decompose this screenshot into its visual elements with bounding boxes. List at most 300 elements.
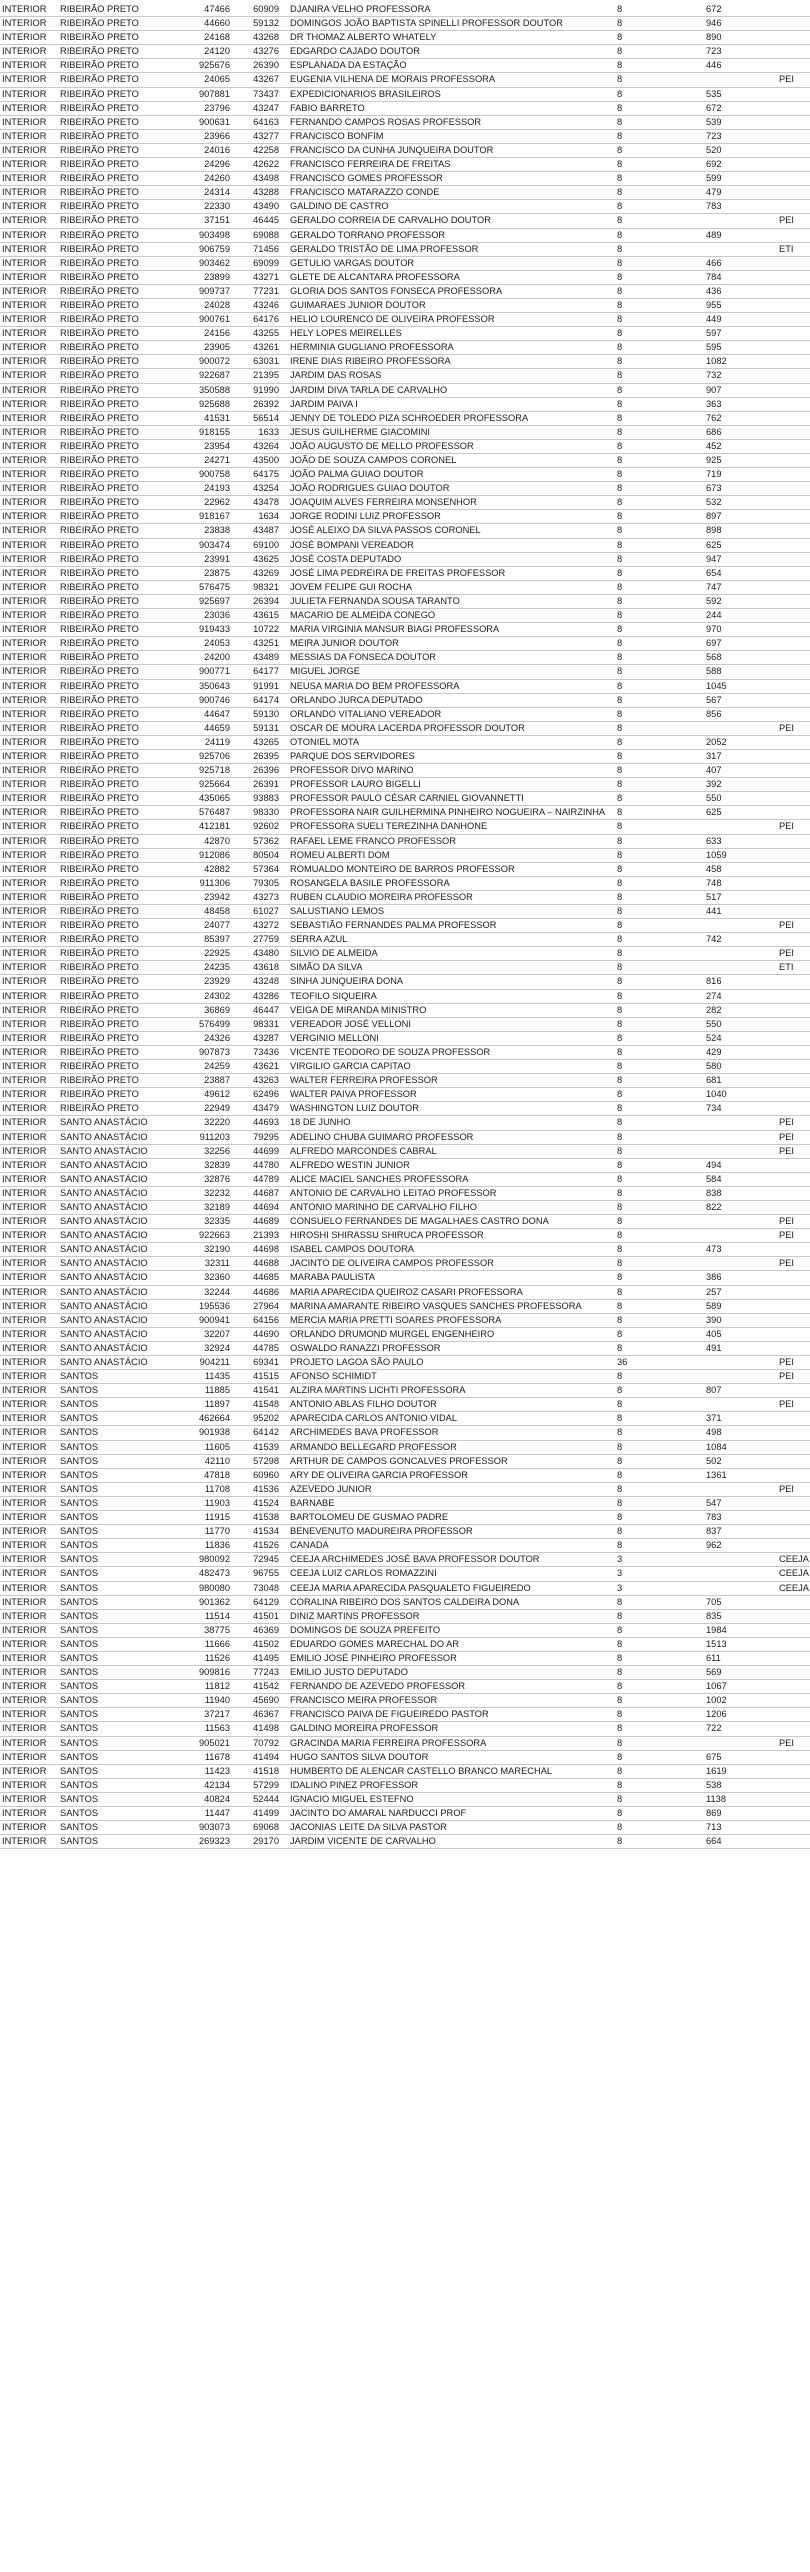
school-name-cell: GUIMARAES JUNIOR DOUTOR (290, 299, 426, 310)
region-cell: INTERIOR (2, 1328, 47, 1339)
region-cell: INTERIOR (2, 779, 47, 790)
city-cell: SANTOS (60, 1793, 99, 1804)
students-cell: 407 (706, 765, 722, 776)
students-cell: 890 (706, 32, 722, 43)
school-code-cell: 925706 (198, 750, 230, 761)
students-cell: 392 (706, 779, 722, 790)
school-code-cell: 11666 (204, 1638, 230, 1649)
unit-code-cell: 41501 (253, 1610, 279, 1621)
school-name-cell: ARY DE OLIVEIRA GARCIA PROFESSOR (290, 1469, 468, 1480)
students-cell: 479 (706, 187, 722, 198)
table-row (0, 1441, 810, 1455)
school-code-cell: 350643 (198, 680, 230, 691)
city-cell: SANTO ANASTÁCIO (60, 1216, 148, 1227)
unit-code-cell: 64142 (253, 1427, 279, 1438)
school-name-cell: JACINTO DE OLIVEIRA CAMPOS PROFESSOR (290, 1258, 494, 1269)
city-cell: SANTOS (60, 1385, 99, 1396)
students-cell: 436 (706, 285, 722, 296)
table-row (0, 722, 810, 736)
grade-cell: 8 (617, 342, 623, 353)
school-name-cell: VICENTE TEODORO DE SOUZA PROFESSOR (290, 1046, 491, 1057)
students-cell: 371 (706, 1413, 722, 1424)
grade-cell: 8 (617, 610, 623, 621)
grade-cell: 8 (617, 60, 623, 71)
school-name-cell: HIROSHI SHIRASSU SHIRUCA PROFESSOR (290, 1230, 484, 1241)
unit-code-cell: 41541 (253, 1385, 279, 1396)
table-row (0, 637, 810, 651)
unit-code-cell: 41524 (253, 1497, 279, 1508)
school-name-cell: FERNANDO CAMPOS ROSAS PROFESSOR (290, 116, 482, 127)
city-cell: SANTOS (60, 1427, 99, 1438)
school-code-cell: 911203 (199, 1131, 230, 1142)
school-code-cell: 24053 (204, 638, 230, 649)
school-name-cell: IGNACIO MIGUEL ESTEFNO (290, 1793, 414, 1804)
region-cell: INTERIOR (2, 1117, 47, 1128)
table-row (0, 820, 810, 834)
school-name-cell: AFONSO SCHIMIDT (290, 1371, 377, 1382)
region-cell: INTERIOR (2, 990, 47, 1001)
region-cell: INTERIOR (2, 1497, 47, 1508)
school-name-cell: JOSÉ ALEIXO DA SILVA PASSOS CORONEL (290, 525, 481, 536)
table-row (0, 1131, 810, 1145)
students-cell: 748 (706, 877, 722, 888)
grade-cell: 8 (617, 1709, 623, 1720)
unit-code-cell: 43287 (253, 1032, 279, 1043)
grade-cell: 8 (617, 1342, 623, 1353)
grade-cell: 8 (617, 1004, 623, 1015)
program-tag-cell: ETI (779, 243, 794, 254)
school-name-cell: OSWALDO RANAZZI PROFESSOR (290, 1342, 441, 1353)
school-code-cell: 23929 (204, 976, 230, 987)
unit-code-cell: 10722 (253, 624, 279, 635)
school-name-cell: MARABA PAULISTA (290, 1272, 375, 1283)
grade-cell: 8 (617, 553, 623, 564)
unit-code-cell: 1634 (258, 511, 279, 522)
school-code-cell: 40824 (204, 1793, 230, 1804)
grade-cell: 8 (617, 1737, 623, 1748)
city-cell: SANTOS (60, 1709, 99, 1720)
region-cell: INTERIOR (2, 1483, 47, 1494)
unit-code-cell: 43288 (253, 187, 279, 198)
school-name-cell: FRANCISCO BONFIM (290, 130, 384, 141)
table-row (0, 1088, 810, 1102)
region-cell: INTERIOR (2, 1286, 47, 1297)
grade-cell: 8 (617, 18, 623, 29)
table-row (0, 990, 810, 1004)
region-cell: INTERIOR (2, 694, 47, 705)
unit-code-cell: 43248 (253, 976, 279, 987)
students-cell: 449 (706, 314, 722, 325)
school-code-cell: 576487 (198, 807, 230, 818)
region-cell: INTERIOR (2, 863, 47, 874)
city-cell: RIBEIRÃO PRETO (60, 60, 139, 71)
region-cell: INTERIOR (2, 440, 47, 451)
school-name-cell: JOÃO PALMA GUIAO DOUTOR (290, 469, 424, 480)
school-name-cell: ANTONIO MARINHO DE CARVALHO FILHO (290, 1201, 477, 1212)
school-name-cell: GLORIA DOS SANTOS FONSECA PROFESSORA (290, 285, 503, 296)
city-cell: RIBEIRÃO PRETO (60, 384, 139, 395)
region-cell: INTERIOR (2, 1103, 47, 1114)
unit-code-cell: 73437 (253, 88, 279, 99)
table-row (0, 961, 810, 975)
region-cell: INTERIOR (2, 1018, 47, 1029)
unit-code-cell: 43272 (253, 920, 279, 931)
students-cell: 363 (706, 398, 722, 409)
city-cell: RIBEIRÃO PRETO (60, 821, 139, 832)
grade-cell: 8 (617, 525, 623, 536)
region-cell: INTERIOR (2, 1046, 47, 1057)
city-cell: RIBEIRÃO PRETO (60, 962, 139, 973)
students-cell: 1059 (706, 849, 727, 860)
school-name-cell: SIMÃO DA SILVA (290, 962, 363, 973)
region-cell: INTERIOR (2, 1554, 47, 1565)
region-cell: INTERIOR (2, 1624, 47, 1635)
grade-cell: 8 (617, 46, 623, 57)
grade-cell: 8 (617, 215, 623, 226)
region-cell: INTERIOR (2, 314, 47, 325)
grade-cell: 8 (617, 356, 623, 367)
city-cell: SANTOS (60, 1413, 99, 1424)
region-cell: INTERIOR (2, 1061, 47, 1072)
city-cell: RIBEIRÃO PRETO (60, 1046, 139, 1057)
city-cell: RIBEIRÃO PRETO (60, 990, 139, 1001)
grade-cell: 8 (617, 722, 623, 733)
unit-code-cell: 26395 (253, 750, 279, 761)
city-cell: RIBEIRÃO PRETO (60, 440, 139, 451)
unit-code-cell: 64163 (253, 116, 279, 127)
region-cell: INTERIOR (2, 299, 47, 310)
grade-cell: 8 (617, 1793, 623, 1804)
unit-code-cell: 43277 (253, 130, 279, 141)
city-cell: RIBEIRÃO PRETO (60, 243, 139, 254)
students-cell: 599 (706, 173, 722, 184)
school-code-cell: 32876 (204, 1173, 230, 1184)
city-cell: SANTO ANASTÁCIO (60, 1117, 148, 1128)
city-cell: RIBEIRÃO PRETO (60, 920, 139, 931)
school-code-cell: 41531 (204, 412, 230, 423)
school-code-cell: 462664 (198, 1413, 230, 1424)
grade-cell: 8 (617, 1032, 623, 1043)
region-cell: INTERIOR (2, 1808, 47, 1818)
program-tag-cell: PEI (779, 948, 794, 959)
students-cell: 532 (706, 497, 722, 508)
grade-cell: 8 (617, 1512, 623, 1523)
table-row (0, 1229, 810, 1243)
unit-code-cell: 43615 (253, 610, 279, 621)
school-code-cell: 23899 (204, 271, 230, 282)
city-cell: RIBEIRÃO PRETO (60, 144, 139, 155)
school-code-cell: 905021 (198, 1737, 230, 1748)
school-code-cell: 11940 (204, 1695, 230, 1706)
unit-code-cell: 61027 (253, 906, 279, 916)
school-code-cell: 980080 (198, 1582, 230, 1593)
students-cell: 783 (706, 201, 722, 212)
school-name-cell: EXPEDICIONARIOS BRASILEIROS (290, 88, 441, 99)
region-cell: INTERIOR (2, 934, 47, 945)
students-cell: 673 (706, 483, 722, 494)
school-name-cell: CEEJA MARIA APARECIDA PASQUALETO FIGUEIREDO (290, 1582, 531, 1593)
school-code-cell: 900072 (198, 356, 230, 367)
city-cell: RIBEIRÃO PRETO (60, 257, 139, 268)
school-code-cell: 11526 (204, 1652, 230, 1663)
school-name-cell: IDALINO PINEZ PROFESSOR (290, 1779, 419, 1790)
unit-code-cell: 41495 (253, 1652, 279, 1663)
region-cell: INTERIOR (2, 680, 47, 691)
school-name-cell: GERALDO CORREIA DE CARVALHO DOUTOR (290, 215, 491, 226)
table-row (0, 158, 810, 172)
students-cell: 1082 (706, 356, 727, 367)
school-name-cell: 18 DE JUNHO (290, 1117, 351, 1128)
region-cell: INTERIOR (2, 877, 47, 888)
school-code-cell: 350588 (198, 384, 230, 395)
table-row (0, 88, 810, 102)
table-row (0, 186, 810, 200)
students-cell: 1002 (706, 1695, 727, 1706)
school-name-cell: VEIGA DE MIRANDA MINISTRO (290, 1004, 427, 1015)
school-name-cell: RUBEN CLAUDIO MOREIRA PROFESSOR (290, 891, 473, 902)
school-name-cell: GERALDO TORRANO PROFESSOR (290, 229, 446, 240)
school-name-cell: CEEJA ARCHIMEDES JOSÉ BAVA PROFESSOR DOUTOR (290, 1554, 540, 1565)
grade-cell: 8 (617, 1822, 623, 1833)
table-row (0, 1243, 810, 1257)
school-code-cell: 903498 (198, 229, 230, 240)
unit-code-cell: 21393 (253, 1230, 279, 1241)
school-name-cell: ARTHUR DE CAMPOS GONCALVES PROFESSOR (290, 1455, 508, 1466)
grade-cell: 8 (617, 624, 623, 635)
school-code-cell: 11885 (204, 1385, 230, 1396)
region-cell: INTERIOR (2, 1441, 47, 1452)
city-cell: SANTOS (60, 1512, 99, 1523)
school-code-cell: 903073 (198, 1822, 230, 1833)
table-row (0, 877, 810, 891)
region-cell: INTERIOR (2, 1455, 47, 1466)
region-cell: INTERIOR (2, 962, 47, 973)
grade-cell: 8 (617, 990, 623, 1001)
region-cell: INTERIOR (2, 285, 47, 296)
city-cell: RIBEIRÃO PRETO (60, 102, 139, 113)
table-row (0, 1737, 810, 1751)
grade-cell: 8 (617, 1610, 623, 1621)
school-name-cell: DOMINGOS JOÃO BAPTISTA SPINELLI PROFESSOR DOUTOR (290, 18, 563, 29)
grade-cell: 8 (617, 1201, 623, 1212)
school-code-cell: 24016 (204, 144, 230, 155)
city-cell: SANTO ANASTÁCIO (60, 1159, 148, 1170)
students-cell: 489 (706, 229, 722, 240)
region-cell: INTERIOR (2, 638, 47, 649)
grade-cell: 8 (617, 511, 623, 522)
school-name-cell: ROMUALDO MONTEIRO DE BARROS PROFESSOR (290, 863, 515, 874)
unit-code-cell: 77231 (253, 285, 279, 296)
city-cell: RIBEIRÃO PRETO (60, 807, 139, 818)
students-cell: 550 (706, 793, 722, 804)
city-cell: SANTOS (60, 1638, 99, 1649)
table-row (0, 285, 810, 299)
unit-code-cell: 43625 (253, 553, 279, 564)
students-cell: 837 (706, 1526, 722, 1537)
grade-cell: 8 (617, 328, 623, 339)
students-cell: 491 (706, 1342, 722, 1353)
school-name-cell: HELY LOPES MEIRELLES (290, 328, 402, 339)
school-name-cell: GALDINO DE CASTRO (290, 201, 389, 212)
school-code-cell: 38775 (204, 1624, 230, 1635)
grade-cell: 8 (617, 1455, 623, 1466)
table-row (0, 905, 810, 919)
school-code-cell: 900771 (198, 666, 230, 677)
table-row (0, 694, 810, 708)
students-cell: 705 (706, 1596, 722, 1607)
table-row (0, 510, 810, 524)
city-cell: SANTOS (60, 1624, 99, 1635)
students-cell: 856 (706, 708, 722, 719)
school-name-cell: FRANCISCO GOMES PROFESSOR (290, 173, 443, 184)
unit-code-cell: 41539 (253, 1441, 279, 1452)
unit-code-cell: 43269 (253, 567, 279, 578)
region-cell: INTERIOR (2, 215, 47, 226)
school-name-cell: EDUARDO GOMES MARECHAL DO AR (290, 1638, 460, 1649)
school-name-cell: JOÃO AUGUSTO DE MELLO PROFESSOR (290, 440, 474, 451)
school-name-cell: PROFESSOR DIVO MARINO (290, 765, 414, 776)
table-row (0, 1652, 810, 1666)
students-cell: 835 (706, 1610, 722, 1621)
school-code-cell: 32360 (204, 1272, 230, 1283)
city-cell: SANTOS (60, 1836, 99, 1847)
grade-cell: 8 (617, 173, 623, 184)
region-cell: INTERIOR (2, 1836, 47, 1847)
students-cell: 1045 (706, 680, 727, 691)
table-row (0, 1708, 810, 1722)
unit-code-cell: 95202 (253, 1413, 279, 1424)
city-cell: RIBEIRÃO PRETO (60, 779, 139, 790)
students-cell: 452 (706, 440, 722, 451)
table-row (0, 792, 810, 806)
table-row (0, 919, 810, 933)
grade-cell: 8 (617, 1497, 623, 1508)
students-cell: 502 (706, 1455, 722, 1466)
city-cell: RIBEIRÃO PRETO (60, 934, 139, 945)
school-code-cell: 901362 (198, 1596, 230, 1607)
city-cell: SANTO ANASTÁCIO (60, 1244, 148, 1255)
grade-cell: 8 (617, 74, 623, 85)
table-row (0, 412, 810, 426)
city-cell: SANTO ANASTÁCIO (60, 1328, 148, 1339)
students-cell: 386 (706, 1272, 722, 1283)
city-cell: RIBEIRÃO PRETO (60, 398, 139, 409)
region-cell: INTERIOR (2, 1342, 47, 1353)
unit-code-cell: 77243 (253, 1667, 279, 1678)
table-row (0, 116, 810, 130)
city-cell: RIBEIRÃO PRETO (60, 18, 139, 29)
table-row (0, 1525, 810, 1539)
unit-code-cell: 41498 (253, 1723, 279, 1734)
students-cell: 274 (706, 990, 722, 1001)
region-cell: INTERIOR (2, 1314, 47, 1325)
students-cell: 1206 (706, 1709, 727, 1720)
grade-cell: 8 (617, 257, 623, 268)
grade-cell: 8 (617, 1385, 623, 1396)
region-cell: INTERIOR (2, 1357, 47, 1367)
region-cell: INTERIOR (2, 1075, 47, 1086)
unit-code-cell: 43263 (253, 1075, 279, 1086)
grade-cell: 8 (617, 1328, 623, 1339)
students-cell: 822 (706, 1201, 722, 1212)
grade-cell: 8 (617, 750, 623, 761)
table-row (0, 1201, 810, 1215)
unit-code-cell: 63031 (253, 356, 279, 367)
school-code-cell: 22962 (204, 497, 230, 508)
table-row (0, 849, 810, 863)
grade-cell: 8 (617, 1399, 623, 1410)
table-row (0, 1793, 810, 1807)
students-cell: 713 (706, 1822, 722, 1833)
unit-code-cell: 41518 (253, 1765, 279, 1776)
grade-cell: 8 (617, 1638, 623, 1649)
city-cell: SANTOS (60, 1483, 99, 1494)
unit-code-cell: 91991 (253, 680, 279, 691)
city-cell: RIBEIRÃO PRETO (60, 201, 139, 212)
school-code-cell: 24302 (204, 990, 230, 1001)
table-row (0, 524, 810, 538)
school-code-cell: 32839 (204, 1159, 230, 1170)
grade-cell: 8 (617, 736, 623, 747)
school-name-cell: SEBASTIÃO FERNANDES PALMA PROFESSOR (290, 920, 497, 931)
school-code-cell: 32220 (204, 1117, 230, 1128)
city-cell: RIBEIRÃO PRETO (60, 1075, 139, 1086)
school-code-cell: 912086 (198, 849, 230, 860)
table-row (0, 384, 810, 398)
unit-code-cell: 46367 (253, 1709, 279, 1720)
unit-code-cell: 57299 (253, 1779, 279, 1790)
region-cell: INTERIOR (2, 469, 47, 480)
students-cell: 962 (706, 1540, 722, 1551)
unit-code-cell: 59131 (253, 722, 279, 733)
city-cell: RIBEIRÃO PRETO (60, 708, 139, 719)
students-cell: 1040 (706, 1089, 727, 1100)
unit-code-cell: 44688 (253, 1258, 279, 1269)
school-code-cell: 907873 (198, 1046, 230, 1057)
students-cell: 681 (706, 1075, 722, 1086)
students-cell: 734 (706, 1103, 722, 1114)
table-row (0, 623, 810, 637)
grade-cell: 8 (617, 1300, 623, 1311)
unit-code-cell: 73436 (253, 1046, 279, 1057)
city-cell: RIBEIRÃO PRETO (60, 455, 139, 465)
table-row (0, 1596, 810, 1610)
unit-code-cell: 79295 (253, 1131, 279, 1142)
school-code-cell: 24168 (204, 32, 230, 43)
grade-cell: 8 (617, 1723, 623, 1734)
table-row (0, 426, 810, 440)
students-cell: 494 (706, 1159, 722, 1170)
region-cell: INTERIOR (2, 1159, 47, 1170)
school-name-cell: GETULIO VARGAS DOUTOR (290, 257, 415, 268)
city-cell: SANTOS (60, 1554, 99, 1565)
school-code-cell: 11423 (204, 1765, 230, 1776)
region-cell: INTERIOR (2, 1822, 47, 1833)
unit-code-cell: 57362 (253, 835, 279, 846)
grade-cell: 8 (617, 102, 623, 113)
school-code-cell: 32190 (204, 1244, 230, 1255)
table-row (0, 1145, 810, 1159)
city-cell: RIBEIRÃO PRETO (60, 553, 139, 564)
city-cell: SANTOS (60, 1737, 99, 1748)
school-code-cell: 900746 (198, 694, 230, 705)
grade-cell: 8 (617, 948, 623, 959)
students-cell: 538 (706, 1779, 722, 1790)
students-cell: 539 (706, 116, 722, 127)
school-code-cell: 24314 (204, 187, 230, 198)
unit-code-cell: 64174 (253, 694, 279, 705)
students-cell: 762 (706, 412, 722, 423)
